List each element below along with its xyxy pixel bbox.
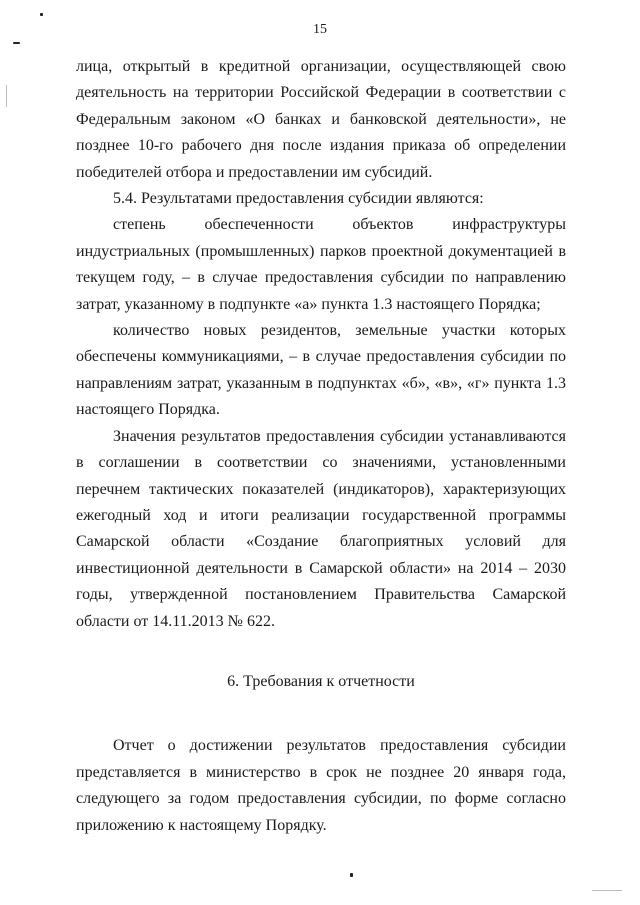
scan-edge-right	[592, 890, 622, 891]
scan-dot-bottom	[350, 873, 353, 877]
section-heading: 6. Требования к отчетности	[227, 672, 415, 690]
paragraph-result-1: степень обеспеченности объектов инфраструктуры индустриальных (промышленных) парков проектной документацией в текущем году, – в случае предоставления субсидии по направлению затрат, указанному в подпункте «а» пункта 1.3 настоящего Порядка;	[76, 216, 566, 313]
scan-dot-top	[40, 13, 43, 16]
document-body	[76, 54, 566, 839]
scan-dash-left	[13, 42, 20, 44]
scan-edge-left	[6, 85, 7, 107]
paragraph-group-bottom	[76, 733, 566, 839]
paragraph-report: Отчет о достижении результатов предоставления субсидии представляется в министерство в срок не позднее 20 января года, следующего за годом предоставления субсидии, по форме согласно приложению к настоящему Порядку.	[76, 737, 566, 834]
paragraph-clause-5-4: 5.4. Результатами предоставления субсидии являются:	[113, 190, 484, 208]
paragraph-continuation: лица, открытый в кредитной организации, осуществляющей свою деятельность на территории Российской Федерации в соответствии с Федеральным законом «О банках и банковской деятельности», не позднее 10-го рабочего дня после издания приказа об определении победителей отбора и предоставлении им субсидий.	[76, 58, 566, 181]
paragraph-result-values: Значения результатов предоставления субсидии устанавливаются в соглашении в соответствии со значениями, установленными перечнем тактических показателей (индикаторов), характеризующих ежегодный ход и итоги реализации государственной программы Самарской области «Создание благоприятных условий для инвестиционной деятельности в Самарской области» на 2014 – 2030 годы, утвержденной постановлением Правительства Самарской области от 14.11.2013 № 622.	[76, 427, 566, 630]
page-number: 15	[313, 22, 327, 37]
paragraph-result-2: количество новых резидентов, земельные участки которых обеспечены коммуникациями, – в случае предоставления субсидии по направлениям затрат, указанным в подпунктах «б», «в», «г» пункта 1.3 настоящего Порядка.	[76, 322, 566, 419]
paragraph-group-top	[76, 54, 566, 635]
